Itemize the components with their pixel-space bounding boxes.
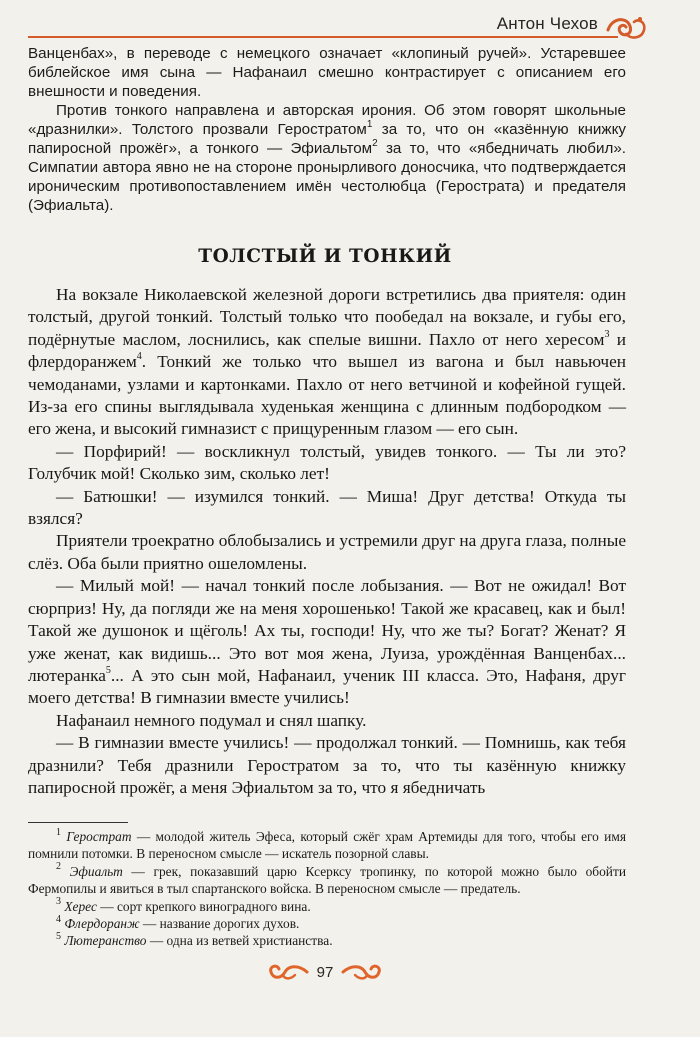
footnote-ref: 1 (366, 118, 373, 130)
story-paragraph: — Батюшки! — изумился тонкий. — Миша! Друг детства! Откуда ты взялся? (28, 486, 626, 529)
story-paragraph: На вокзале Николаевской железной дороги встретились два приятеля: один толстый, другой тонкий. Толстый только что пообедал на вокзале, и губы его, подёрнутые маслом, лоснились, как спелые вишни. Пахло от него хересом$^3$ и флердоранжем$^4$. Тонкий же только что вышел из вагона и был навьючен чемоданами, узлами и картонками. Пахло от него ветчиной и кофейной гущей. Из-за его спины выглядывала худенькая женщина с длинным подбородком — его жена, и высокий гимназист с прищуренным глазом — его сын. (28, 285, 626, 439)
story-paragraph: — Порфирий! — воскликнул толстый, увидев тонкого. — Ты ли это? Голубчик мой! Сколько зим, сколько лет! (28, 441, 626, 484)
footnote: $^4$ Флердоранж — название дорогих духов. (56, 913, 300, 932)
header-rule (28, 36, 618, 38)
footnote: $^1$ Герострат — молодой житель Эфеса, который сжёг храм Артемиды для того, чтобы его имя помнили потомки. В переносном смысле — искатель позорной славы. (28, 826, 626, 862)
footnote-ref: 4 (136, 351, 142, 363)
story-title: ТОЛСТЫЙ И ТОНКИЙ (198, 246, 452, 267)
footnote: $^3$ Херес — сорт крепкого виноградного вина. (56, 896, 311, 914)
story-paragraph: — В гимназии вместе учились! — продолжал тонкий. — Помнишь, как тебя дразнили? Тебя дразнили Геростратом за то, что ты казённую книжку папиросной прожёг, а меня Эфиальтом за то, что я ябедничать (28, 733, 626, 797)
footnote: $^2$ Эфиальт — грек, показавший царю Ксерксу тропинку, по которой можно было обойти Фермопилы и явиться в тыл спартанского войска. В переносном смысле — предатель. (28, 861, 626, 897)
swirl-ornament-icon (604, 10, 648, 44)
footnote-ref: 5 (105, 665, 111, 677)
intro-paragraph: Против тонкого направлена и авторская ирония. Об этом говорят школьные «дразнилки». Толстого прозвали Геростратом$^1$ за то, что он «казённую книжку папиросной прожёг», а тонкого — Эфиальтом$^2$ за то, что «ябедничать любил». Симпатии автора явно не на стороне пронырливого доносчика, что подтверждается ироническим противопоставлением имён честолюбца (Герострата) и предателя (Эфиальта). (28, 102, 626, 214)
story-paragraph: Приятели троекратно облобызались и устремили друг на друга глаза, полные слёз. Оба были приятно ошеломлены. (28, 531, 626, 573)
page-footer (0, 958, 650, 986)
footnote: $^5$ Лютеранство — одна из ветвей христианства. (56, 930, 333, 949)
intro-commentary (28, 44, 626, 215)
intro-paragraph: Ванценбах», в переводе с немецкого означает «клопиный ручей». Устаревшее библейское имя сына — Нафанаил смешно контрастирует с описанием его внешности и поведения. (28, 45, 626, 100)
story-text (28, 284, 626, 799)
swirl-ornament-icon (265, 961, 309, 983)
footnote-ref: 3 (604, 329, 610, 341)
footnote-ref: 2 (372, 137, 378, 149)
footnote-rule (28, 822, 128, 823)
story-paragraph: Нафанаил немного подумал и снял шапку. (56, 710, 367, 730)
footnotes (28, 828, 626, 950)
page-number: 97 (316, 963, 334, 981)
running-header-author: Антон Чехов (496, 14, 598, 33)
swirl-ornament-icon (341, 961, 385, 983)
story-paragraph: — Милый мой! — начал тонкий после лобызания. — Вот не ожидал! Вот сюрприз! Ну, да погляди же на меня хорошенько! Такой же красавец, как и был! Такой же душонок и щёголь! Ах ты, господи! Ну, что же ты? Богат? Женат? Я уже женат, как видишь... Это вот моя жена, Луиза, урождённая Ванценбах... лютеранка$^5$... А это сын мой, Нафанаил, ученик III класса. Это, Нафаня, друг моего детства! В гимназии вместе учились! (28, 576, 626, 708)
